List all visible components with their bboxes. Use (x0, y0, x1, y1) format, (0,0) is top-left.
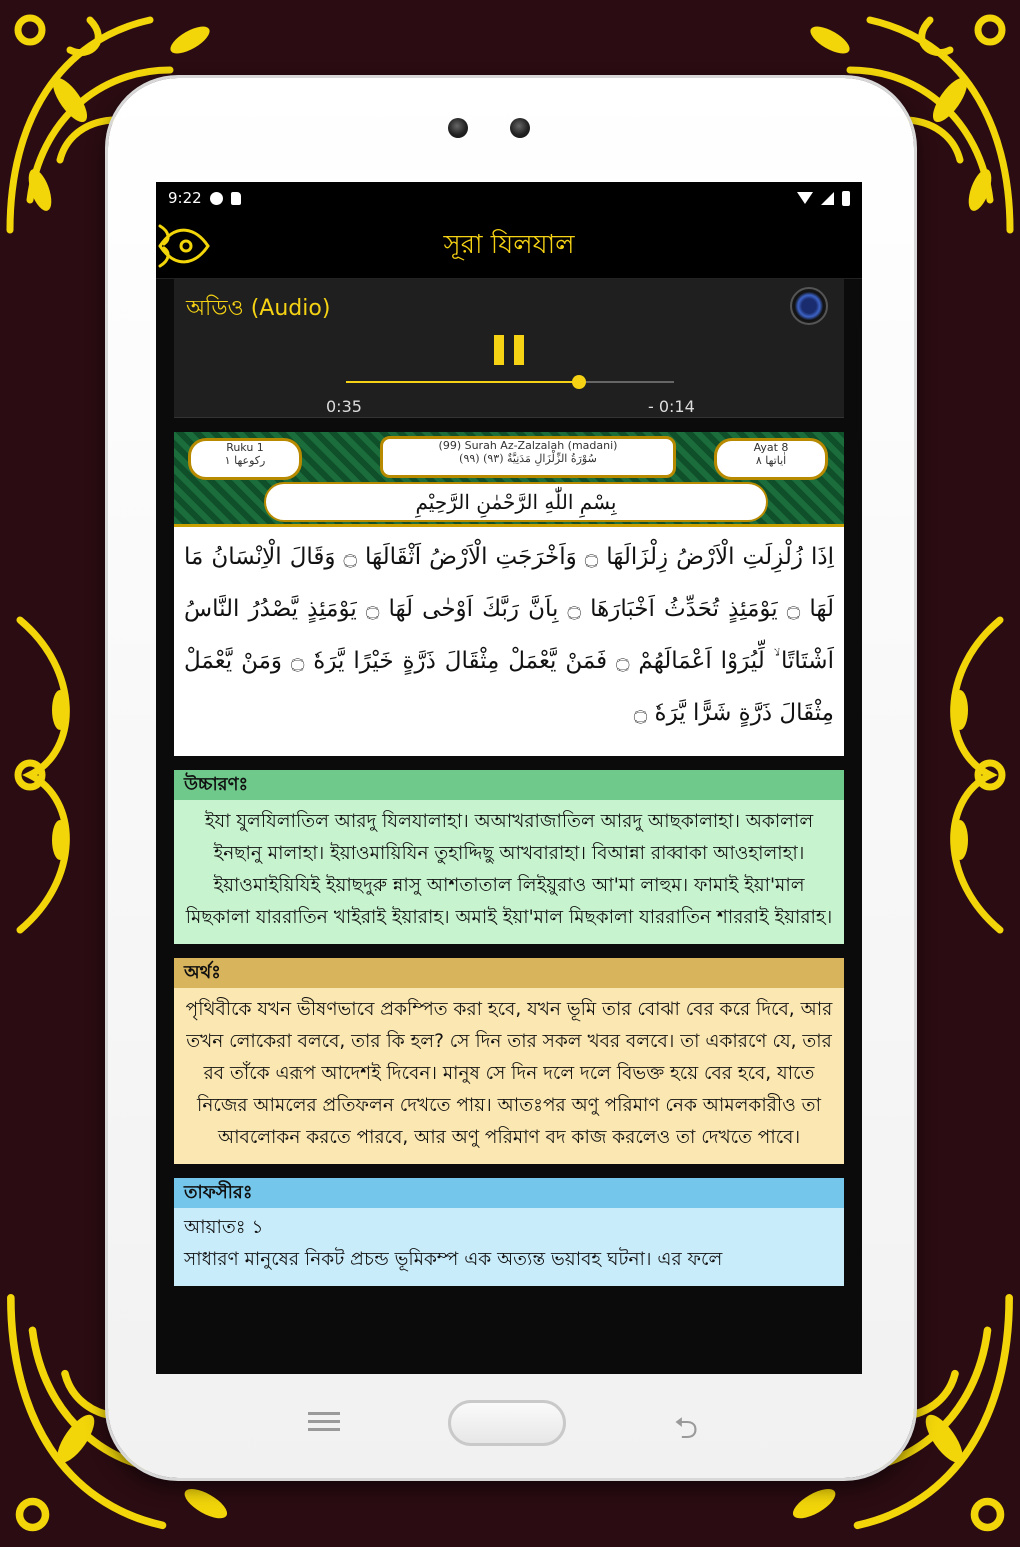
menu-icon[interactable] (308, 1412, 340, 1434)
pause-button[interactable] (492, 335, 526, 369)
audio-player (174, 279, 844, 418)
app-bar-ornament-icon (156, 218, 216, 278)
remaining-time: - 0:14 (648, 397, 695, 416)
surah-arabic: (٩٩) سُوْرَةُ الزِّلْزَالِ مَدَنِيَّةٌ (٩٣) (459, 452, 597, 465)
scroll-content[interactable] (156, 279, 862, 1286)
back-icon[interactable]: ⮌ (674, 1411, 699, 1446)
surah-name-box (380, 436, 676, 478)
status-time: 9:22 (168, 189, 202, 207)
meaning-text: পৃথিবীকে যখন ভীষণভাবে প্রকম্পিত করা হবে, যখন ভূমি তার বোঝা বের করে দিবে, আর তখন লোকেরা বলবে, তার কি হল? সে দিন তার সকল খবর বলবে। তা একারণে যে, তার রব তাঁকে এরূপ আদেশই দিবেন। মানুষ সে দিন দলে দলে বিভক্ত হয়ে বের হবে, যাতে নিজের আমলের প্রতিফলন দেখতে পায়। আতঃপর অণু পরিমাণ নেক আমলকারীও তা আবলোকন করতে পারবে, আর অণু পরিমাণ বদ কাজ করলেও তা দেখতে পাবে। (174, 988, 844, 1164)
tafsir-text: সাধারণ মানুষের নিকট প্রচন্ড ভূমিকম্প এক অত্যন্ত ভয়াবহ ঘটনা। এর ফলে (184, 1249, 723, 1270)
sync-icon (210, 192, 223, 205)
pause-icon (494, 335, 504, 365)
tafsir-heading: তাফসীরঃ (174, 1178, 844, 1208)
pronunciation-text: ইযা যুলযিলাতিল আরদু যিলযালাহা। অআখরাজাতিল আরদু আছকালাহা। অকালাল ইনছানু মালাহা। ইয়াওমায়িযিন তুহাদ্দিছু আখবারাহা। বিআন্না রাব্বাকা আওহালাহা। ইয়াওমাইয়িযিই ইয়াছদুরু ন্নাসু আশতাতাল লিইয়ুরাও আ'মা লাহুম। ফামাই ইয়া'মাল মিছকালা যাররাতিন খাইরাই ইয়ারাহ। অমাই ইয়া'মাল মিছকালা যাররাতিন শাররাই ইয়ারাহ। (174, 800, 844, 944)
meaning-heading: অর্থঃ (174, 958, 844, 988)
ayat-label: Ayat 8 (753, 441, 789, 454)
arabic-text-panel (174, 432, 844, 756)
side-ornament-right-icon (920, 610, 1020, 940)
tafsir-section (174, 1178, 844, 1286)
device-screen (156, 182, 862, 1374)
ruku-box (188, 438, 302, 480)
battery-icon (842, 191, 850, 206)
pronunciation-section (174, 770, 844, 944)
pause-icon (514, 335, 524, 365)
tafsir-ayat-label: আয়াতঃ ১ (184, 1217, 264, 1238)
meaning-section (174, 958, 844, 1164)
speaker-icon[interactable] (790, 287, 828, 325)
wifi-icon (797, 192, 813, 204)
elapsed-time: 0:35 (326, 397, 362, 416)
arabic-verses: اِذَا زُلْزِلَتِ الْاَرْضُ زِلْزَالَهَا ۝ وَاَخْرَجَتِ الْاَرْضُ اَثْقَالَهَا ۝ وَقَالَ الْاِنْسَانُ مَا لَهَا ۝ يَوْمَئِذٍ تُحَدِّثُ اَخْبَارَهَا ۝ بِاَنَّ رَبَّكَ اَوْحٰى لَهَا ۝ يَوْمَئِذٍ يَّصْدُرُ النَّاسُ اَشْتَاتًا ۙ لِّيُرَوْا اَعْمَالَهُمْ ۝ فَمَنْ يَّعْمَلْ مِثْقَالَ ذَرَّةٍ خَيْرًا يَّرَهٗ ۝ وَمَنْ يَّعْمَلْ مِثْقَالَ ذَرَّةٍ شَرًّا يَّرَهٗ ۝ (184, 544, 834, 726)
app-title: সূরা যিলযাল (443, 230, 575, 260)
bismillah: بِسْمِ اللّٰهِ الرَّحْمٰنِ الرَّحِيْمِ (264, 482, 768, 522)
home-button[interactable] (448, 1400, 566, 1446)
pronunciation-heading: উচ্চারণঃ (174, 770, 844, 800)
ruku-arabic: رکوعها ١ (224, 454, 266, 467)
seek-bar[interactable] (346, 381, 674, 383)
side-ornament-left-icon (0, 610, 100, 940)
app-bar (156, 214, 862, 279)
seek-bar-thumb[interactable] (572, 375, 586, 389)
status-bar (156, 182, 862, 214)
tablet-frame (108, 78, 914, 1478)
front-camera-icon (448, 118, 468, 138)
sd-card-icon (231, 192, 241, 205)
surah-label: (99) Surah Az-Zalzalah (madani) (438, 439, 618, 452)
surah-header-banner (174, 432, 844, 527)
device-nav-bar (108, 1394, 914, 1454)
audio-label: অডিও (Audio) (186, 296, 331, 321)
tafsir-body (174, 1208, 844, 1286)
signal-icon (821, 192, 834, 205)
ayat-arabic: اٰياتها ٨ (755, 454, 787, 467)
ruku-label: Ruku 1 (226, 441, 264, 454)
sensor-icon (510, 118, 530, 138)
ayat-box (714, 438, 828, 480)
seek-bar-progress (346, 381, 579, 383)
